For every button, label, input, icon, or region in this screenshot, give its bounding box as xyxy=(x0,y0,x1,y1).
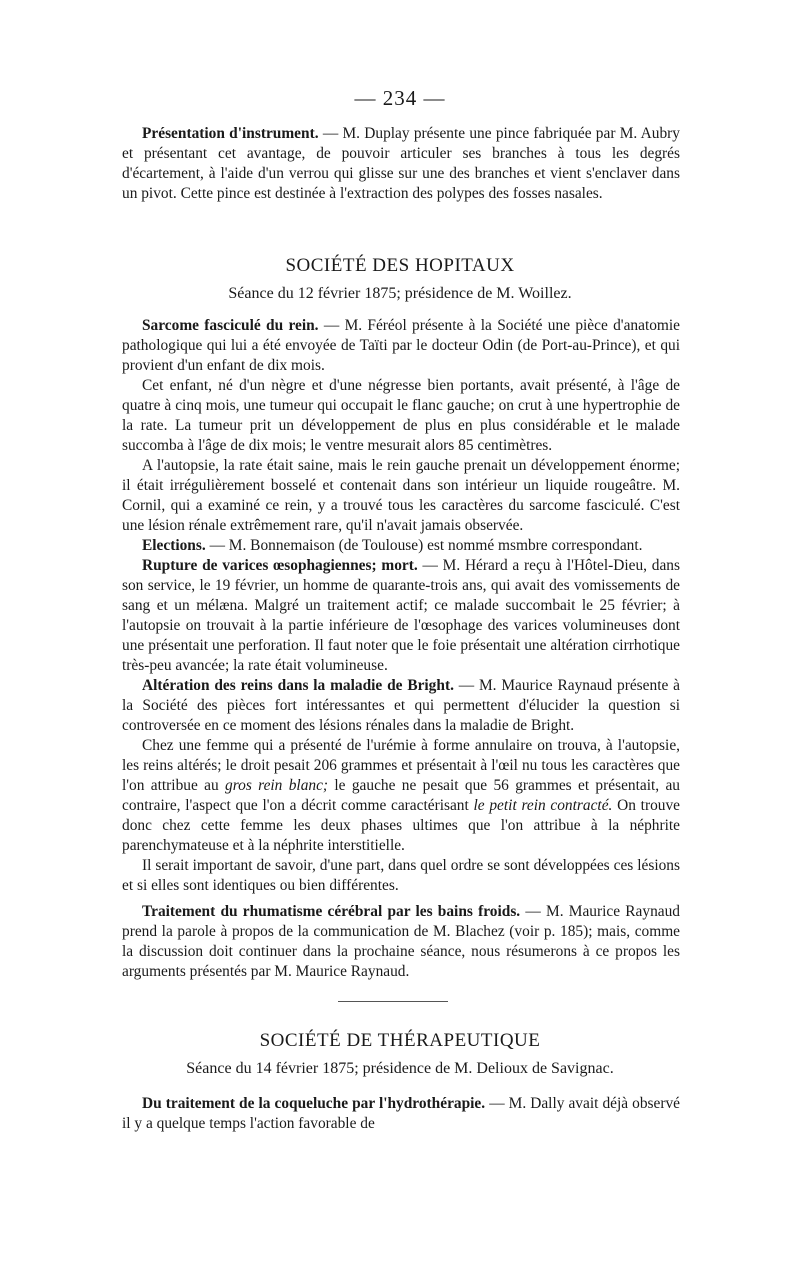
italic-gros-rein-blanc: gros rein blanc; xyxy=(225,777,329,794)
text-alteration-2b: le gauche ne pesait que 56 grammes et présentait, au contraire, l'aspect que l'on a décrit comme caractérisant xyxy=(122,777,680,814)
heading-rupture: Rupture de varices œsophagiennes; mort. xyxy=(142,557,418,574)
text-alteration-1: — M. Maurice Raynaud présente à la Société des pièces fort intéressantes et qui permettent d'élucider la question si controversée en ce moment des lésions rénales dans la maladie de Bright. xyxy=(122,677,680,734)
page-number: — 234 — xyxy=(354,86,446,110)
heading-alteration: Altération des reins dans la maladie de Bright. xyxy=(142,677,454,694)
paragraph-presentation xyxy=(122,124,680,204)
paragraph-coqueluche xyxy=(122,1094,680,1134)
heading-traitement: Traitement du rhumatisme cérébral par les bains froids. xyxy=(142,903,521,920)
paragraph-sarcome-2: Cet enfant, né d'un nègre et d'une négresse bien portants, avait présenté, à l'âge de quatre à cinq mois, une tumeur qui occupait le flanc gauche; on crut à une hypertrophie de la rate. La tumeur prit un développement de plus en plus considérable et le malade succomba à l'âge de dix mois; le ventre mesurait alors 85 centimètres. xyxy=(122,377,680,454)
section-title-hopitaux: SOCIÉTÉ DES HOPITAUX xyxy=(285,255,515,276)
heading-sarcome: Sarcome fasciculé du rein. xyxy=(142,317,319,334)
paragraph-alteration-1 xyxy=(122,676,680,736)
paragraph-elections xyxy=(122,536,680,556)
text-alteration-2a: Chez une femme qui a présenté de l'urémie à forme annulaire on trouva, à l'autopsie, les reins altérés; le droit pesait 206 grammes et présentait à l'œil nu tous les caractères que l'on attribue au xyxy=(122,737,680,794)
seance-therapeutique: Séance du 14 février 1875; présidence de M. Delioux de Savignac. xyxy=(186,1060,614,1077)
heading-presentation: Présentation d'instrument. xyxy=(142,125,319,142)
italic-petit-rein-contracte: le petit rein contracté. xyxy=(473,797,613,814)
text-rupture: — M. Hérard a reçu à l'Hôtel-Dieu, dans son service, le 19 février, un homme de quarante-trois ans, qui avait des vomissements de sang et un mélæna. Malgré un traitement actif; ce malade succombait le 25 février; à l'autopsie on trouvait à la partie inférieure de l'œsophage des varices volumineuses dont une présentait une perforation. Il faut noter que le foie présentait une altération cirrhotique très-peu avancée; la rate était volumineuse. xyxy=(122,557,680,674)
text-elections: — M. Bonnemaison (de Toulouse) est nommé msmbre correspondant. xyxy=(209,537,643,554)
paragraph-sarcome-1 xyxy=(122,316,680,376)
text-alteration-2c: On trouve donc chez cette femme les deux phases ultimes que l'on attribue à la néphrite parenchymateuse et à la néphrite interstitielle. xyxy=(122,797,680,854)
text-traitement: — M. Maurice Raynaud prend la parole à propos de la communication de M. Blachez (voir p. 185); mais, comme la discussion doit continuer dans la prochaine séance, nous résumerons à ce propos les arguments présentés par M. Maurice Raynaud. xyxy=(122,903,680,980)
seance-hopitaux: Séance du 12 février 1875; présidence de M. Woillez. xyxy=(228,285,572,302)
paragraph-sarcome-3: A l'autopsie, la rate était saine, mais le rein gauche prenait un développement énorme; il était irrégulièrement bosselé et contenait dans son intérieur un liquide rougeâtre. M. Cornil, qui a examiné ce rein, y a trouvé tous les caractères du sarcome fasciculé. C'est une lésion rénale extrêmement rare, qu'il n'avait jamais observée. xyxy=(122,457,680,534)
section-divider xyxy=(338,1001,448,1002)
heading-coqueluche: Du traitement de la coqueluche par l'hydrothérapie. xyxy=(142,1095,486,1112)
section-hopitaux-body xyxy=(122,316,680,982)
paragraph-alteration-2 xyxy=(122,736,680,856)
text-presentation: — M. Duplay présente une pince fabriquée par M. Aubry et présentant cet avantage, de pouvoir articuler ses branches à tous les degrés d'écartement, à l'aide d'un verrou qui glisse sur une des branches et vient s'enclaver dans un pivot. Cette pince est destinée à l'extraction des polypes des fosses nasales. xyxy=(122,125,680,202)
heading-elections: Elections. xyxy=(142,537,206,554)
paragraph-rupture xyxy=(122,556,680,676)
section-therapeutique-body xyxy=(122,1094,680,1134)
text-sarcome-1: — M. Féréol présente à la Société une pièce d'anatomie pathologique qui lui a été envoyée de Taïti par le docteur Odin (de Port-au-Prince), et qui provient d'un enfant de dix mois. xyxy=(122,317,680,374)
paragraph-traitement xyxy=(122,902,680,982)
section-presentation-instrument xyxy=(122,124,680,204)
text-coqueluche: — M. Dally avait déjà observé il y a quelque temps l'action favorable de xyxy=(122,1095,680,1132)
paragraph-alteration-3: Il serait important de savoir, d'une part, dans quel ordre se sont développées ces lésions et si elles sont identiques ou bien différentes. xyxy=(122,857,680,894)
section-title-therapeutique: SOCIÉTÉ DE THÉRAPEUTIQUE xyxy=(259,1030,541,1051)
